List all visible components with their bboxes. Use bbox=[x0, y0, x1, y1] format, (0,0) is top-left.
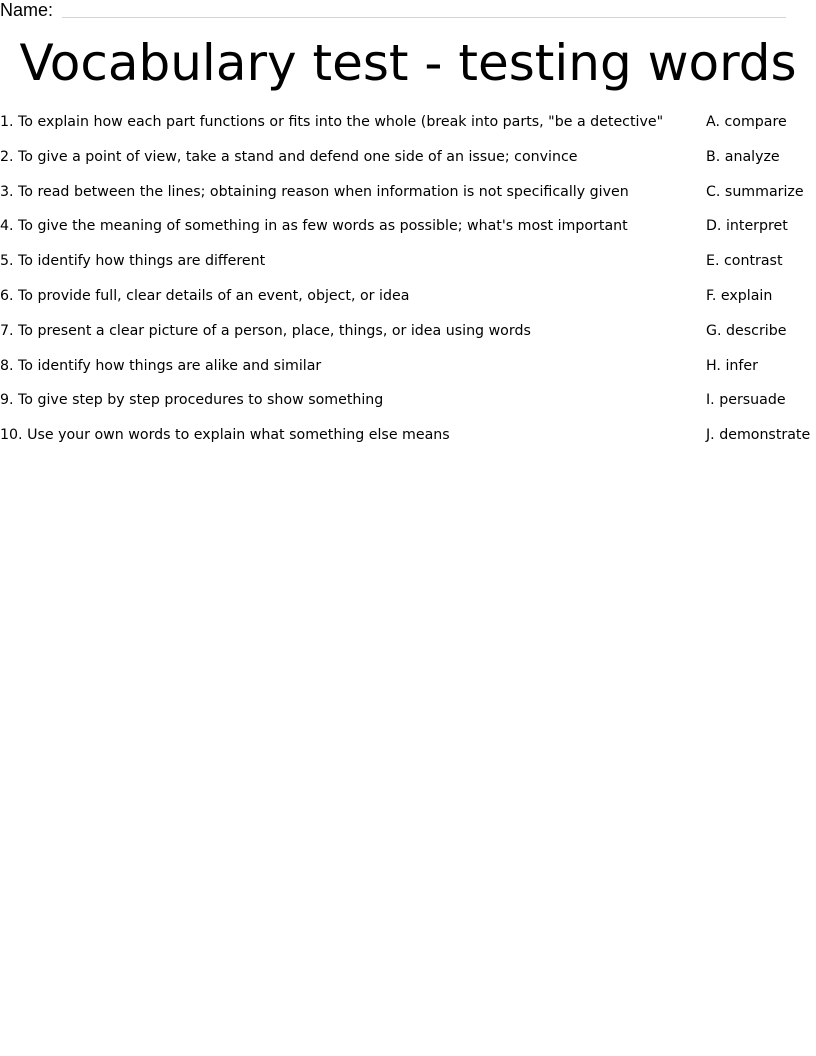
answer-item: B. analyze bbox=[706, 148, 780, 165]
question-item: 10. Use your own words to explain what something else means bbox=[0, 427, 450, 444]
page-title: Vocabulary test - testing words bbox=[19, 34, 797, 92]
answer-item: A. compare bbox=[706, 114, 787, 130]
name-field-row bbox=[0, 0, 790, 22]
answer-item: F. explain bbox=[706, 287, 773, 304]
question-item: 9. To give step by step procedures to show something bbox=[0, 392, 384, 409]
answer-item: J. demonstrate bbox=[706, 427, 811, 444]
question-list bbox=[0, 112, 700, 460]
question-item: 4. To give the meaning of something in as few words as possible; what's most important bbox=[0, 218, 628, 235]
question-item: 5. To identify how things are different bbox=[0, 253, 266, 270]
answer-item: D. interpret bbox=[706, 218, 788, 235]
answer-item: E. contrast bbox=[706, 253, 783, 270]
answer-item: G. describe bbox=[706, 322, 787, 339]
name-label: Name: bbox=[0, 0, 54, 20]
answer-list bbox=[706, 112, 816, 460]
question-item: 1. To explain how each part functions or fits into the whole (break into parts, "be a detective" bbox=[0, 114, 664, 130]
answer-item: I. persuade bbox=[706, 392, 786, 409]
question-item: 6. To provide full, clear details of an event, object, or idea bbox=[0, 287, 410, 304]
name-blank-line bbox=[62, 17, 786, 18]
answer-item: H. infer bbox=[706, 357, 758, 374]
question-item: 2. To give a point of view, take a stand and defend one side of an issue; convince bbox=[0, 148, 578, 165]
answer-item: C. summarize bbox=[706, 183, 804, 200]
question-item: 7. To present a clear picture of a person, place, things, or idea using words bbox=[0, 322, 531, 339]
question-item: 8. To identify how things are alike and similar bbox=[0, 357, 322, 374]
question-item: 3. To read between the lines; obtaining reason when information is not specifically given bbox=[0, 183, 629, 200]
